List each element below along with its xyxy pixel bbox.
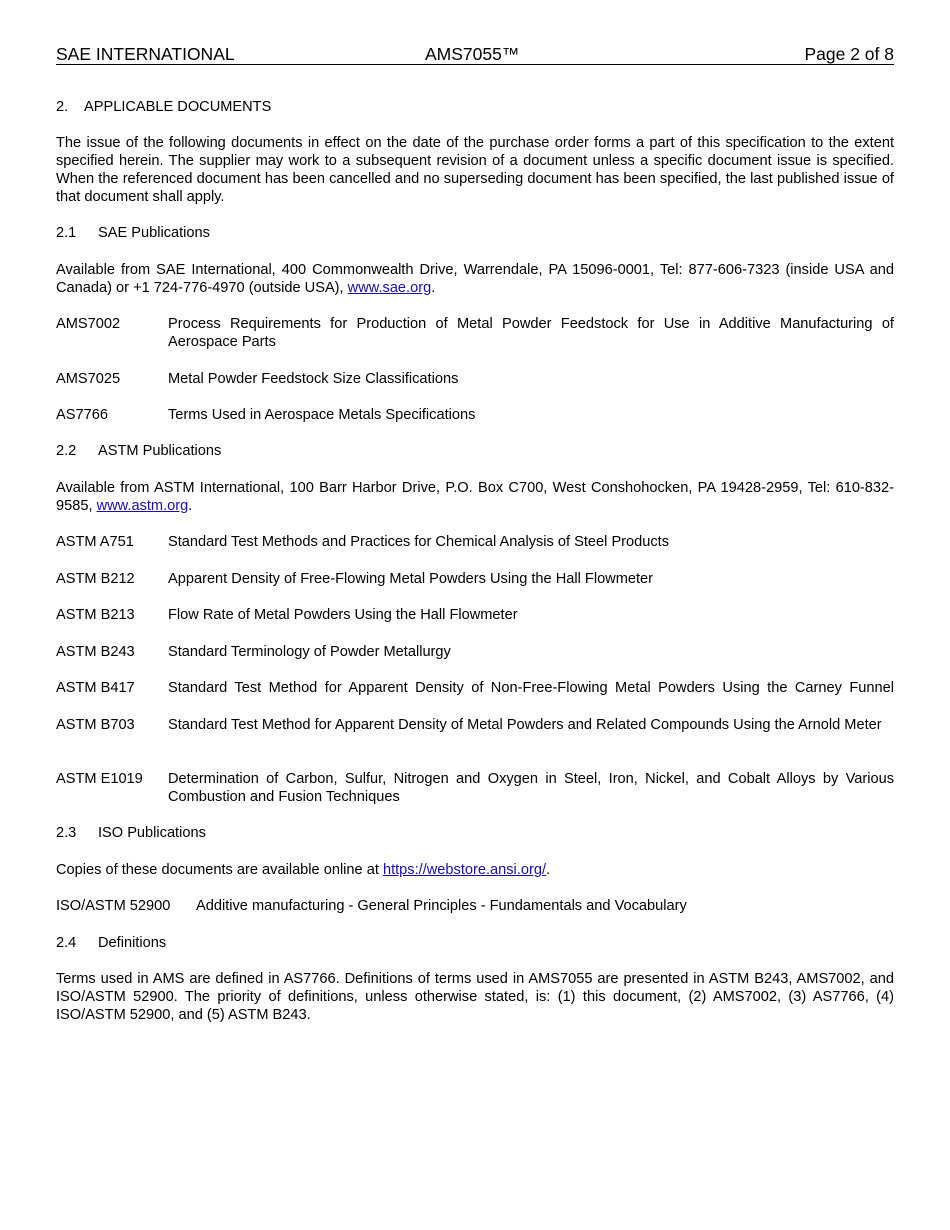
definitions-text: Terms used in AMS are defined in AS7766. Definitions of terms used in AMS7055 are presented in ASTM B243, AMS7002, and ISO/ASTM 52900. The priority of definitions, unless otherwise stated, is: (1) this document, (2) AMS7002, (3) AS7766, (4) ISO/ASTM 52900, and (5) ASTM B243. <box>56 971 894 1023</box>
reference-code: ASTM B213 <box>56 607 135 623</box>
section-title: Definitions <box>98 935 167 951</box>
astm-availability <box>56 479 894 515</box>
section-number: 2.1 <box>56 225 77 241</box>
applicable-documents-intro: The issue of the following documents in effect on the date of the purchase order forms a part of this specification to the extent specified herein. The supplier may work to a subsequent revision of a document unless a specific document issue is specified. When the referenced document has been cancelled and no superseding document has been specified, the last published issue of that document shall apply. <box>56 135 894 205</box>
reference-code: ASTM B703 <box>56 717 135 733</box>
header-doc-number: AMS7055™ <box>425 44 520 64</box>
section-heading-astm-publications <box>56 442 894 460</box>
page-header <box>56 44 894 65</box>
header-org: SAE INTERNATIONAL <box>56 44 235 64</box>
sae-availability-end: . <box>431 280 436 296</box>
sae-availability <box>56 261 894 297</box>
section-heading-definitions <box>56 934 894 952</box>
reference-row <box>56 716 894 752</box>
reference-code: ASTM E1019 <box>56 771 143 787</box>
reference-title: Standard Test Methods and Practices for Chemical Analysis of Steel Products <box>168 534 670 550</box>
astm-availability-text: Available from ASTM International, 100 Barr Harbor Drive, P.O. Box C700, West Conshohocken, PA 19428-2959, Tel: 610-832-9585, <box>56 480 894 514</box>
astm-availability-end: . <box>188 498 193 514</box>
reference-code: ASTM B417 <box>56 680 135 696</box>
iso-availability-text: Copies of these documents are available online at <box>56 862 383 878</box>
reference-code: AMS7002 <box>56 316 121 332</box>
section-heading-sae-publications <box>56 224 894 242</box>
reference-code: AS7766 <box>56 407 108 423</box>
section-title: ASTM Publications <box>98 443 222 459</box>
reference-title: Flow Rate of Metal Powders Using the Hall Flowmeter <box>168 607 518 623</box>
reference-code: ASTM B212 <box>56 571 135 587</box>
reference-title: Terms Used in Aerospace Metals Specifications <box>168 407 476 423</box>
reference-title: Standard Test Method for Apparent Density of Non-Free-Flowing Metal Powders Using the Carney Funnel <box>168 680 894 696</box>
reference-code: ASTM B243 <box>56 644 135 660</box>
reference-title: Metal Powder Feedstock Size Classifications <box>168 371 459 387</box>
section-number: 2.2 <box>56 443 77 459</box>
reference-title: Standard Test Method for Apparent Density of Metal Powders and Related Compounds Using the Arnold Meter <box>168 717 882 733</box>
reference-title: Process Requirements for Production of Metal Powder Feedstock for Use in Additive Manufacturing of Aerospace Parts <box>168 316 894 350</box>
reference-code: ASTM A751 <box>56 534 134 550</box>
section-heading-applicable-documents <box>56 98 894 116</box>
section-heading-iso-publications <box>56 824 894 842</box>
reference-title: Standard Terminology of Powder Metallurgy <box>168 644 451 660</box>
section-title: ISO Publications <box>98 825 206 841</box>
astm-website-link[interactable]: www.astm.org <box>96 498 189 514</box>
section-number: 2. <box>56 99 69 115</box>
header-page-number: Page 2 of 8 <box>804 44 894 64</box>
reference-title: Additive manufacturing - General Principles - Fundamentals and Vocabulary <box>196 898 687 914</box>
iso-availability <box>56 861 894 879</box>
reference-title: Apparent Density of Free-Flowing Metal Powders Using the Hall Flowmeter <box>168 571 654 587</box>
sae-website-link[interactable]: www.sae.org <box>347 280 432 296</box>
sae-availability-text: Available from SAE International, 400 Commonwealth Drive, Warrendale, PA 15096-0001, Tel: 877-606-7323 (inside USA and Canada) or +1 724-776-4970 (outside USA), <box>56 262 894 296</box>
iso-availability-end: . <box>546 862 551 878</box>
reference-row <box>56 770 894 806</box>
reference-title: Determination of Carbon, Sulfur, Nitrogen and Oxygen in Steel, Iron, Nickel, and Cobalt Alloys by Various Combustion and Fusion Techniques <box>168 771 894 805</box>
reference-code: AMS7025 <box>56 371 121 387</box>
section-title: APPLICABLE DOCUMENTS <box>84 99 272 115</box>
section-title: SAE Publications <box>98 225 210 241</box>
ansi-webstore-link[interactable]: https://webstore.ansi.org/ <box>382 862 546 878</box>
section-number: 2.4 <box>56 935 77 951</box>
section-number: 2.3 <box>56 825 77 841</box>
reference-row <box>56 315 894 351</box>
reference-code: ISO/ASTM 52900 <box>56 898 171 914</box>
